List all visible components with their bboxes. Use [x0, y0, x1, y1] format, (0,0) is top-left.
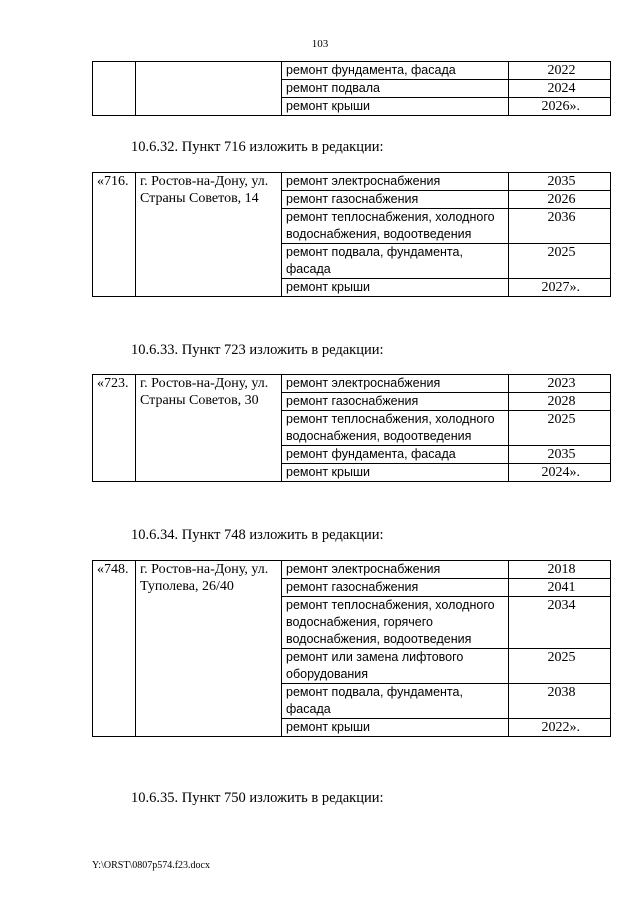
year-cell: 2034 — [509, 597, 611, 649]
year-cell: 2018 — [509, 561, 611, 579]
year-cell: 2036 — [509, 209, 611, 244]
table-row — [93, 62, 611, 80]
work-type-cell: ремонт теплоснабжения, холодного водоснабжения, водоотведения — [282, 209, 509, 244]
work-type-cell: ремонт газоснабжения — [282, 579, 509, 597]
address-cell: г. Ростов-на-Дону, ул. Страны Советов, 14 — [136, 173, 282, 297]
work-type-cell: ремонт газоснабжения — [282, 191, 509, 209]
work-type-cell: ремонт теплоснабжения, холодного водоснабжения, горячего водоснабжения, водоотведения — [282, 597, 509, 649]
year-cell: 2035 — [509, 446, 611, 464]
address-cell: г. Ростов-на-Дону, ул. Туполева, 26/40 — [136, 561, 282, 737]
table-row — [93, 375, 611, 393]
repair-schedule-table-723 — [92, 374, 611, 482]
address-cell: г. Ростов-на-Дону, ул. Страны Советов, 30 — [136, 375, 282, 482]
work-type-cell: ремонт теплоснабжения, холодного водоснабжения, водоотведения — [282, 411, 509, 446]
work-type-cell: ремонт крыши — [282, 279, 509, 297]
page-number: 103 — [311, 38, 329, 50]
work-type-cell: ремонт крыши — [282, 464, 509, 482]
item-number: «716. — [93, 173, 136, 297]
table-row — [93, 173, 611, 191]
paragraph-10-6-32: 10.6.32. Пункт 716 изложить в редакции: — [131, 139, 384, 155]
address-cell — [136, 62, 282, 116]
item-number: «748. — [93, 561, 136, 737]
year-cell: 2028 — [509, 393, 611, 411]
paragraph-10-6-35: 10.6.35. Пункт 750 изложить в редакции: — [131, 790, 384, 806]
work-type-cell: ремонт подвала, фундамента, фасада — [282, 684, 509, 719]
year-cell: 2027». — [509, 279, 611, 297]
work-type-cell: ремонт электроснабжения — [282, 561, 509, 579]
year-cell: 2025 — [509, 649, 611, 684]
item-number — [93, 62, 136, 116]
work-type-cell: ремонт газоснабжения — [282, 393, 509, 411]
work-type-cell: ремонт электроснабжения — [282, 173, 509, 191]
year-cell: 2022 — [509, 62, 611, 80]
work-type-cell: ремонт электроснабжения — [282, 375, 509, 393]
work-type-cell: ремонт крыши — [282, 719, 509, 737]
paragraph-10-6-34: 10.6.34. Пункт 748 изложить в редакции: — [131, 527, 384, 543]
year-cell: 2026 — [509, 191, 611, 209]
year-cell: 2025 — [509, 411, 611, 446]
work-type-cell: ремонт крыши — [282, 98, 509, 116]
year-cell: 2041 — [509, 579, 611, 597]
year-cell: 2025 — [509, 244, 611, 279]
paragraph-10-6-33: 10.6.33. Пункт 723 изложить в редакции: — [131, 342, 384, 358]
year-cell: 2026». — [509, 98, 611, 116]
footer-file-path: Y:\ORST\0807p574.f23.docx — [92, 860, 210, 871]
work-type-cell: ремонт фундамента, фасада — [282, 446, 509, 464]
year-cell: 2022». — [509, 719, 611, 737]
work-type-cell: ремонт подвала — [282, 80, 509, 98]
year-cell: 2024». — [509, 464, 611, 482]
year-cell: 2035 — [509, 173, 611, 191]
work-type-cell: ремонт фундамента, фасада — [282, 62, 509, 80]
repair-schedule-table-716 — [92, 172, 611, 297]
year-cell: 2023 — [509, 375, 611, 393]
item-number: «723. — [93, 375, 136, 482]
work-type-cell: ремонт подвала, фундамента, фасада — [282, 244, 509, 279]
table-row — [93, 561, 611, 579]
year-cell: 2038 — [509, 684, 611, 719]
repair-schedule-table-continued — [92, 61, 611, 116]
year-cell: 2024 — [509, 80, 611, 98]
repair-schedule-table-748 — [92, 560, 611, 737]
work-type-cell: ремонт или замена лифтового оборудования — [282, 649, 509, 684]
